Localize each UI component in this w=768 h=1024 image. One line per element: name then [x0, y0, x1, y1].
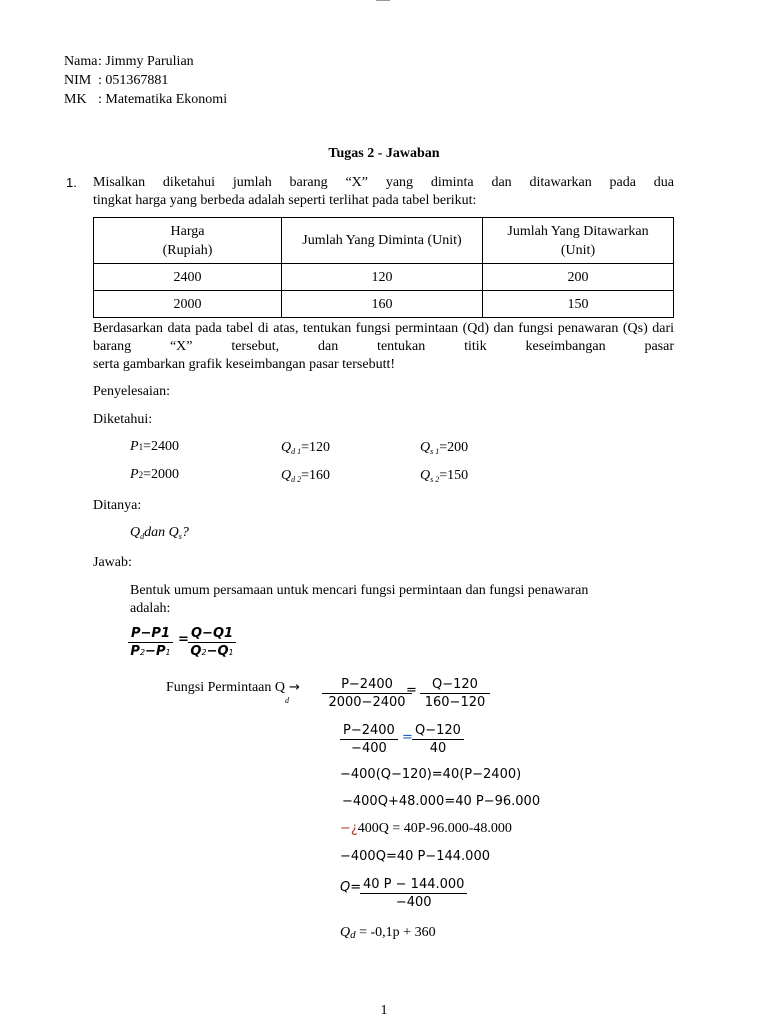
student-nim-line [64, 71, 168, 90]
page-title: Tugas 2 - Jawaban [328, 146, 440, 161]
table-cell: 120 [282, 264, 483, 291]
table-row [94, 291, 674, 318]
header-supplied: Jumlah Yang Ditawarkan (Unit) [483, 218, 674, 264]
step1-equals: = [406, 683, 417, 698]
general-line-2: adalah: [130, 601, 171, 616]
step2-right-fraction: $\frac{Q-120}{40}$ [412, 722, 464, 757]
table-header-row [94, 218, 674, 264]
table-row [94, 264, 674, 291]
name-label: Nama [64, 54, 98, 69]
table-cell: 200 [483, 264, 674, 291]
task-line-3: serta gambarkan grafik keseimbangan pasar tersebutt! [93, 357, 396, 372]
known-p2: P2=2000 [130, 467, 179, 482]
formula-equals: = [178, 632, 189, 647]
step1-left-fraction: $\frac{P-2400}{2000-2400}$ [322, 676, 412, 711]
nim-value: : 051367881 [98, 73, 169, 88]
table-cell: 160 [282, 291, 483, 318]
step2-left-fraction: $\frac{P-2400}{-400}$ [340, 722, 398, 757]
step7-fraction: $\frac{40 P - 144.000}{-400}$ [360, 876, 467, 911]
ditanya-label: Ditanya: [93, 498, 142, 513]
name-value: : Jimmy Parulian [98, 54, 194, 69]
formula-right-fraction: $\frac{Q-Q1}{Q2-Q1}$ [188, 625, 236, 661]
intro-line-2: tingkat harga yang berbeda adalah seperti terlihat pada tabel berikut: [93, 193, 477, 208]
student-name-line [64, 52, 194, 71]
task-line-1: Berdasarkan data pada tabel di atas, tentukan fungsi permintaan (Qd) dan fungsi [93, 321, 554, 336]
mk-value: : Matematika Ekonomi [98, 92, 228, 107]
header-demanded: Jumlah Yang Diminta (Unit) [282, 218, 483, 264]
question-task [93, 320, 674, 374]
demand-result: Qd = -0,1p + 360 [340, 925, 436, 941]
course-line [64, 90, 227, 109]
demand-function-label: Fungsi Permintaan $Q_d\to$ [166, 680, 300, 705]
header-price: Harga (Rupiah) [94, 218, 282, 264]
penyelesaian-label: Penyelesaian: [93, 384, 170, 399]
table-cell: 2400 [94, 264, 282, 291]
step3-equation: −400(Q−120)=40(P−2400) [340, 767, 522, 782]
jawab-label: Jawab: [93, 555, 132, 570]
known-p1: P1=2400 [130, 439, 179, 454]
known-qd2: $Q_{d 2}=160$ [281, 468, 331, 484]
known-qs2: $Q_{s 2}=150$ [420, 468, 469, 484]
formula-left-fraction: $\frac{P-P1}{P2-P1}$ [128, 625, 173, 661]
step6-equation: −400Q=40 P−144.000 [340, 849, 490, 864]
diketahui-label: Diketahui: [93, 412, 153, 427]
page-number: 1 [380, 1003, 388, 1018]
intro-line-1: Misalkan diketahui jumlah barang “X” yang diminta dan ditawarkan pada dua [93, 175, 674, 190]
step7-lhs: Q= [340, 880, 362, 895]
table-cell: 2000 [94, 291, 282, 318]
table-cell: 150 [483, 291, 674, 318]
known-qd1: $Q_{d 1}=120$ [281, 440, 331, 456]
step5-equation: −¿400Q = 40P-96.000-48.000 [340, 821, 512, 836]
asked-expression: $Q_ddan$ $Q_s$? [130, 525, 189, 541]
known-qs1: $Q_{s 1}=200$ [420, 440, 469, 456]
nim-label: NIM [64, 73, 92, 88]
price-quantity-table [93, 217, 674, 318]
step4-equation: −400Q+48.000=40 P−96.000 [342, 794, 541, 809]
task-line-2: penawaran (Qs) dari barang “X” tersebut, dan tentukan titik keseimbangan pasar [93, 321, 675, 354]
step1-right-fraction: $\frac{Q-120}{160-120}$ [420, 676, 490, 711]
step2-equals: = [402, 730, 413, 745]
mk-label: MK [64, 92, 87, 107]
question-number: 1. [66, 175, 77, 190]
top-divider [376, 0, 390, 1]
question-intro [93, 174, 674, 210]
general-line-1: Bentuk umum persamaan untuk mencari fungsi permintaan dan fungsi penawaran [130, 583, 589, 598]
